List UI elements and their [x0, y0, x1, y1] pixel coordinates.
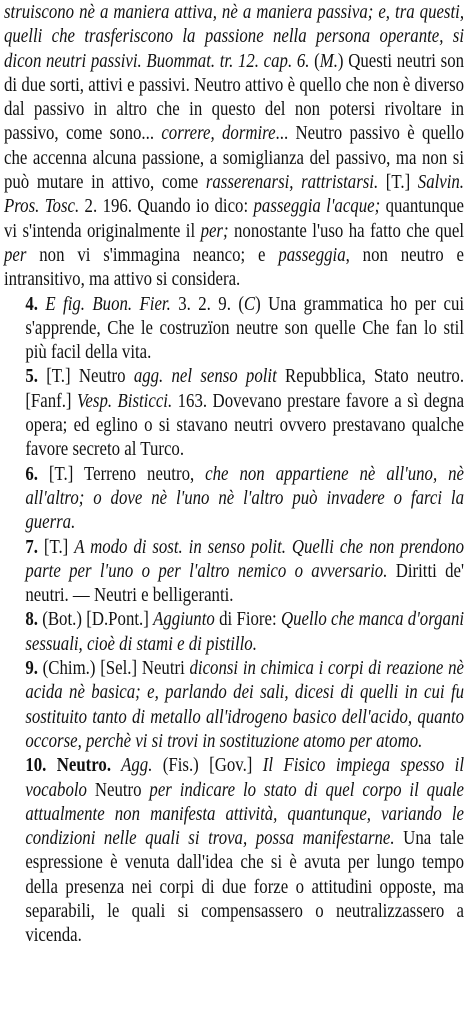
entry-number: 6.: [25, 462, 38, 485]
entry-number: 7.: [25, 535, 38, 558]
italic-run: Il Fisico impiega spesso il vocabolo: [25, 754, 465, 801]
italic-run: per: [4, 243, 27, 266]
entry-number: 4.: [25, 292, 38, 315]
dictionary-page: [4, 0, 464, 1028]
italic-run: passeggia: [278, 243, 346, 266]
text-run: Una tale espressione è venuta dall'idea che si è avuta per lungo tempo della presenza nei corpi di due forze o attitudini opposte, ma separabili, le quali si compensassero o neutralizzassero a vicenda.: [25, 827, 465, 947]
italic-run: struiscono nè a maniera attiva, nè a maniera passiva; e, tra questi, quelli che trasferiscono la passione nella persona operante, si dicon neutri passivi. Buommat. tr. 12. cap. 6.: [4, 1, 465, 72]
text-run: Diritti de' neutri. — Neutri e belligeranti.: [25, 559, 465, 607]
text-run: [T.] Neutro: [37, 365, 134, 388]
italic-run: Salvin. Pros. Tosc.: [4, 171, 465, 218]
italic-run: Vesp. Bisticci.: [77, 389, 173, 412]
text-run: (Fis.) [Gov.]: [152, 754, 263, 777]
entry-5: [4, 364, 464, 461]
entry-7: [4, 535, 464, 608]
entry-number: 9.: [25, 657, 38, 680]
text-run: (Chim.) [Sel.] Neutri: [37, 657, 190, 680]
entry-4: [4, 292, 464, 365]
italic-run: Agg.: [111, 754, 153, 777]
text-run: quantunque vi s'intenda originalmente il: [4, 195, 465, 242]
italic-run: M.: [319, 49, 338, 72]
entry-number: 8.: [25, 608, 38, 631]
italic-run: A modo di sost. in senso polit. Quelli che non prendono parte per l'uno o per l'altro nemico o avversario.: [25, 535, 465, 582]
italic-run: Quello che manca d'organi sessuali, cioè di stami e di pistillo.: [25, 608, 465, 655]
text-run: 163. Dovevano prestare favore a sì degna opera; ed eglino o si stavano neutri ovvero prestavano qualche favore secreto al Turco.: [25, 389, 465, 461]
text-run: nonostante l'uso ha fatto che quel: [228, 219, 465, 242]
text-run: [T.] Terreno neutro,: [37, 462, 206, 485]
entry-number: 5.: [25, 365, 38, 388]
entry-headword: Neutro.: [46, 754, 112, 777]
text-run: Repubblica, Stato neutro. [Fanf.]: [25, 365, 465, 412]
italic-run: per;: [200, 219, 229, 242]
text-run: ... Neutro passivo è quello che accenna alcuna passione, a somiglianza del passivo, ma non si può mutare in attivo, come: [4, 122, 465, 194]
text-run: di Fiore:: [214, 608, 281, 631]
text-run: , non neutro e intransitivo, ma attivo si considera.: [4, 243, 465, 291]
text-run: [T.]: [378, 171, 418, 194]
entry-number: 10.: [25, 754, 47, 777]
text-run: (Bot.) [D.Pont.]: [37, 608, 154, 631]
text-run: ) Una grammatica ho per cui s'apprende, Che le costruzïon neutre son quelle Che fan lo stil più facil della vita.: [25, 292, 465, 364]
italic-run: che non appartiene nè all'uno, nè all'altro; o dove nè l'uno nè l'altro può invadere o farci la guerra.: [25, 462, 465, 534]
italic-run: Aggiunto: [153, 608, 215, 631]
entry-9: [4, 656, 464, 753]
italic-run: rasserenarsi, rattristarsi.: [205, 171, 379, 194]
text-run: (: [314, 49, 320, 72]
italic-run: E fig. Buon. Fier.: [37, 292, 171, 315]
italic-run: correre, dormire: [161, 122, 276, 145]
italic-run: agg. nel senso polit: [133, 365, 277, 388]
text-run: 3. 2. 9. (: [170, 292, 244, 315]
text-run: 2. 196. Quando io dico:: [79, 195, 254, 218]
entry-10: [4, 753, 464, 947]
italic-run: per indicare lo stato di quel corpo il quale attualmente non manifesta attività, quantunque, variando le condizioni nelle quali si trova, possa manifestarne.: [25, 778, 465, 850]
italic-run: diconsi in chimica i corpi di reazione nè acida nè basica; e, parlando dei sali, dicesi di quelli in cui fu sostituito tanto di metallo all'idrogeno basico dell'acido, quanto occorse, perchè vi si trovi in sostituzione atomo per atomo.: [25, 657, 465, 752]
italic-run: passeggia l'acque;: [253, 195, 381, 218]
entry-8: [4, 607, 464, 656]
entry-continuation: [4, 0, 464, 292]
text-run: non vi s'immagina neanco; e: [26, 243, 279, 266]
entry-6: [4, 462, 464, 535]
italic-run: C: [243, 292, 256, 315]
text-run: Neutro: [86, 778, 150, 801]
text-run: ) Questi neutri son di due sorti, attivi e passivi. Neutro attivo è quello che non è diverso dal passivo in altro che in questo del non potersi rivoltare in passivo, come sono...: [4, 49, 465, 145]
text-run: [T.]: [37, 535, 75, 558]
